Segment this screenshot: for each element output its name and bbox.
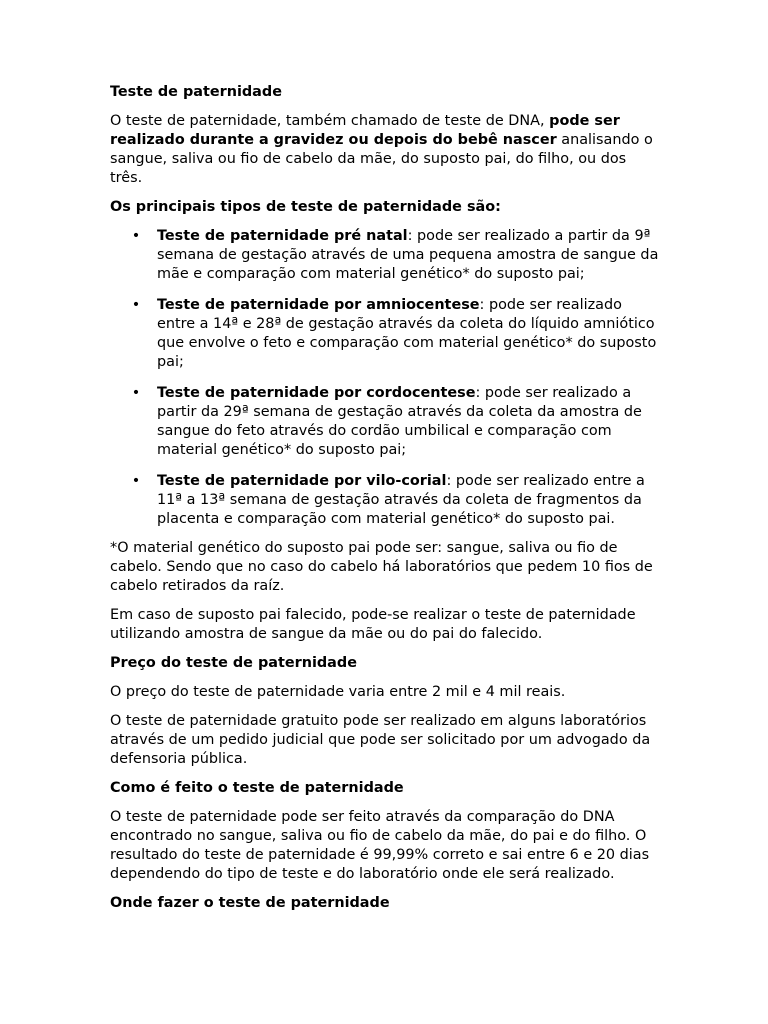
bullet-icon: • <box>131 297 141 313</box>
bullet-icon: • <box>131 228 141 244</box>
type-title: Teste de paternidade por amniocentese <box>157 297 480 313</box>
types-list <box>110 227 662 529</box>
type-title: Teste de paternidade pré natal <box>157 228 408 244</box>
intro-paragraph <box>110 112 662 188</box>
intro-bold-text: pode ser realizado durante a gravidez ou depois do bebê nascer <box>110 113 620 148</box>
bullet-icon: • <box>131 385 141 401</box>
type-description: : pode ser realizado a partir da 9ª semana de gestação através de uma pequena amostra de sangue da mãe e comparação com material genético* do suposto pai; <box>157 228 659 282</box>
how-paragraph: O teste de paternidade pode ser feito através da comparação do DNA encontrado no sangue, saliva ou fio de cabelo da mãe, do pai e do filho. O resultado do teste de paternidade é 99,99% correto e sai entre 6 e 20 dias dependendo do tipo de teste e do laboratório onde ele será realizado. <box>110 809 650 882</box>
intro-text-start: O teste de paternidade, também chamado de teste de DNA, <box>110 113 550 129</box>
type-description: : pode ser realizado entre a 11ª a 13ª semana de gestação através da coleta de fragmentos da placenta e comparação com material genético* do suposto pai. <box>157 473 645 527</box>
list-item <box>110 227 662 284</box>
how-heading: Como é feito o teste de paternidade <box>110 780 404 796</box>
type-title: Teste de paternidade por vilo-corial <box>157 473 447 489</box>
types-heading: Os principais tipos de teste de paternidade são: <box>110 199 501 215</box>
where-heading: Onde fazer o teste de paternidade <box>110 895 390 911</box>
price-paragraph: O preço do teste de paternidade varia entre 2 mil e 4 mil reais. <box>110 684 566 700</box>
list-item <box>110 384 662 460</box>
bullet-icon: • <box>131 473 141 489</box>
type-description: : pode ser realizado entre a 14ª e 28ª de gestação através da coleta do líquido amniótico que envolve o feto e comparação com material genético* do suposto pai; <box>157 297 657 370</box>
price-heading: Preço do teste de paternidade <box>110 655 357 671</box>
document-page <box>110 83 662 923</box>
free-test-paragraph: O teste de paternidade gratuito pode ser realizado em alguns laboratórios através de um pedido judicial que pode ser solicitado por um advogado da defensoria pública. <box>110 713 651 767</box>
type-description: : pode ser realizado a partir da 29ª semana de gestação através da coleta da amostra de sangue do feto através do cordão umbilical e comparação com material genético* do suposto pai; <box>157 385 642 458</box>
type-title: Teste de paternidade por cordocentese <box>157 385 476 401</box>
title-heading: Teste de paternidade <box>110 84 282 100</box>
list-item <box>110 296 662 372</box>
deceased-father-paragraph: Em caso de suposto pai falecido, pode-se realizar o teste de paternidade utilizando amostra de sangue da mãe ou do pai do falecido. <box>110 607 636 642</box>
intro-text-end: analisando o sangue, saliva ou fio de cabelo da mãe, do suposto pai, do filho, ou dos três. <box>110 132 653 186</box>
list-item <box>110 472 662 529</box>
genetic-material-note: *O material genético do suposto pai pode ser: sangue, saliva ou fio de cabelo. Sendo que no caso do cabelo há laboratórios que pedem 10 fios de cabelo retirados da raíz. <box>110 540 653 594</box>
